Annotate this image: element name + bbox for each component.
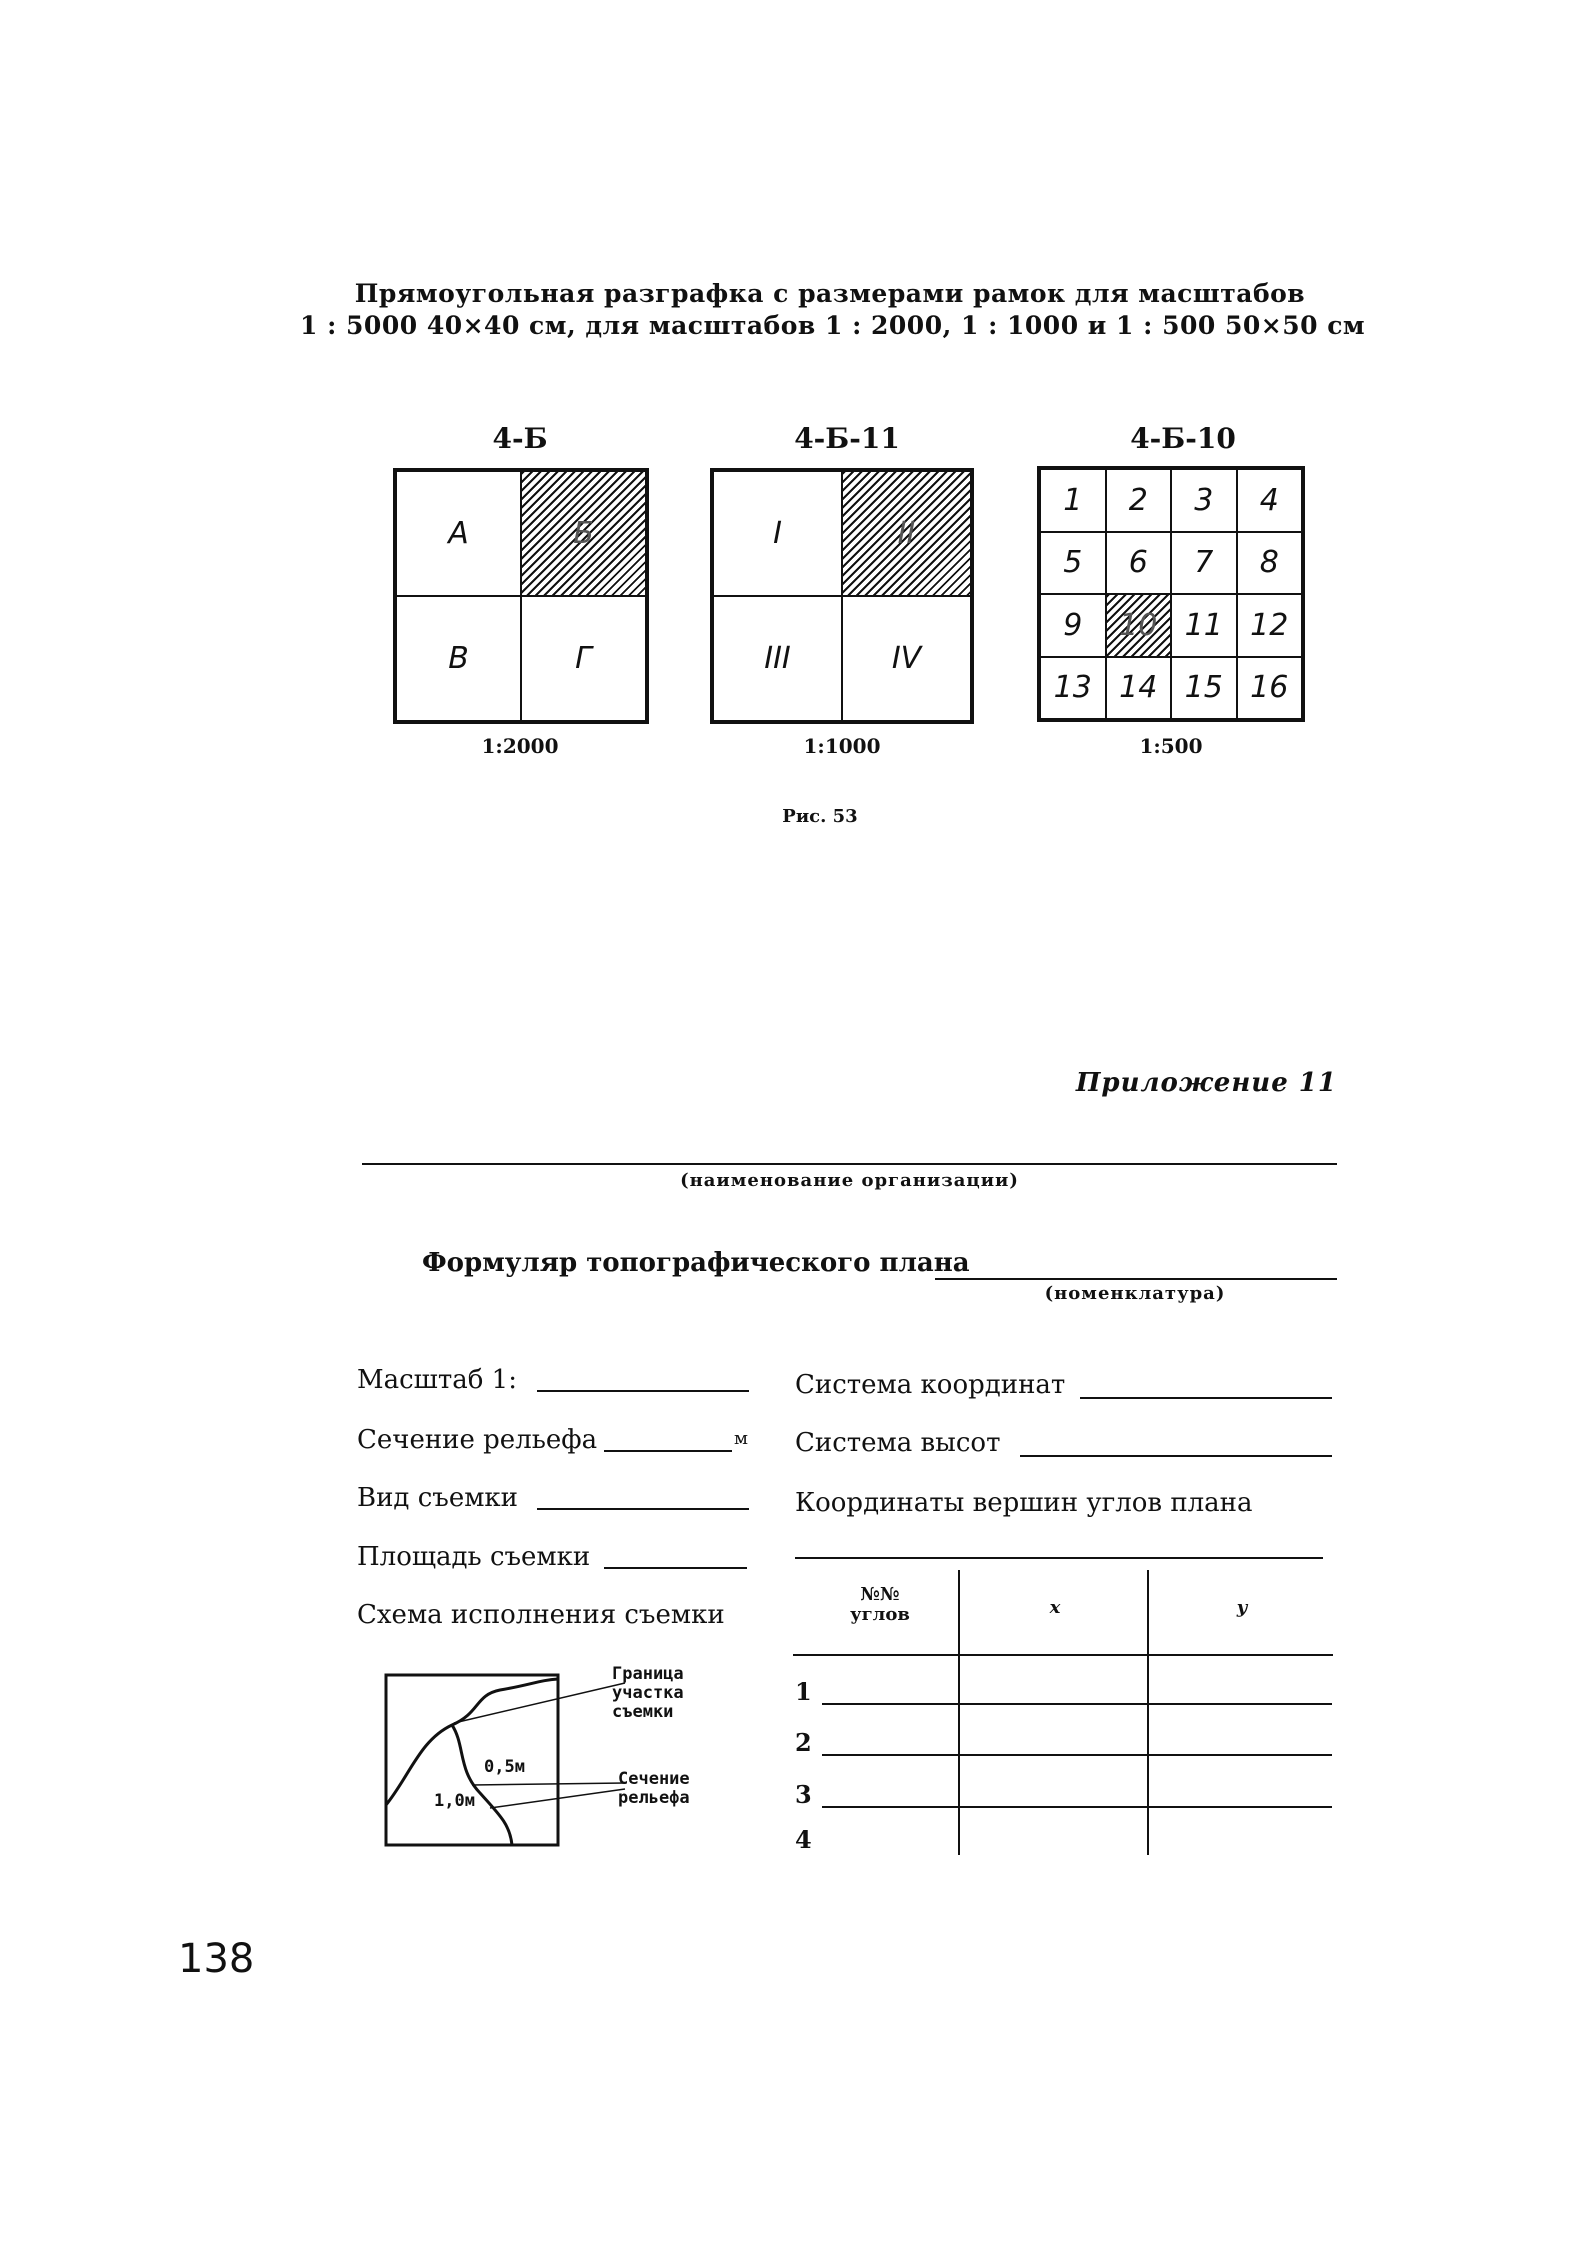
boundary-label-line: Граница [612,1664,684,1684]
caption-line-2: 1 : 5000 40×40 см, для масштабов 1 : 2000, 1 : 1000 и 1 : 500 50×50 см [300,311,1366,340]
relief-field-label: Сечение рельефа [357,1425,598,1455]
sheet-grid-2 [710,468,974,724]
sheet-cell: I [713,471,842,596]
sheet-cell: В [396,596,521,721]
nomenclature-caption: (номенклатура) [1044,1283,1226,1304]
sheet-cell: 4 [1237,469,1303,532]
coord-system-line [1080,1397,1332,1399]
sheet-cell: 12 [1237,594,1303,657]
sheet-cell: 16 [1237,657,1303,720]
sheet-grid-1 [393,468,649,724]
sheet-cell: 2 [1106,469,1172,532]
survey-area-label: Площадь съемки [357,1542,591,1572]
height-system-line [1020,1455,1332,1457]
sheet-cell: 7 [1171,532,1237,595]
sheet-cell: 1 [1040,469,1106,532]
contour-b-label: 1,0м [434,1791,475,1811]
sheet-cell: Г [521,596,646,721]
sheet-title-3: 4-Б-10 [1130,422,1236,455]
table-header-num [820,1585,940,1625]
sheet-title-1: 4-Б [492,422,548,455]
survey-area-line [604,1567,747,1569]
survey-scheme-label: Схема исполнения съемки [357,1600,725,1630]
org-name-line [362,1163,1337,1165]
org-caption: (наименование организации) [680,1170,1019,1191]
sheet-cell: 6 [1106,532,1172,595]
sheet-cell-highlighted: II [842,471,971,596]
corner-coords-line [795,1557,1323,1559]
boundary-label [612,1665,684,1722]
table-header-rule [793,1654,1333,1656]
relief-field-line [604,1450,732,1452]
height-system-label: Система высот [795,1428,1001,1458]
table-row-line [822,1806,1332,1808]
sheet-cell: 15 [1171,657,1237,720]
relief-unit: м [734,1428,749,1449]
survey-type-line [537,1508,749,1510]
appendix-title: Приложение 11 [1075,1068,1337,1098]
boundary-label-line: участка [612,1683,684,1703]
sheet-cell: 8 [1237,532,1303,595]
table-row-number: 2 [795,1728,812,1757]
table-header-y: y [1236,1597,1248,1618]
page-number: 138 [178,1936,255,1982]
sheet-grid-3 [1037,466,1305,722]
scale-label-3: 1:500 [1139,734,1203,758]
table-row-line [822,1703,1332,1705]
sheet-cell-highlighted: 10 [1106,594,1172,657]
scale-field-label: Масштаб 1: [357,1365,517,1395]
table-divider-1 [958,1570,960,1855]
contour-label [618,1770,690,1808]
nomenclature-line [935,1278,1337,1280]
sheet-cell: 11 [1171,594,1237,657]
corner-coords-label: Координаты вершин углов плана [795,1488,1253,1518]
sheet-cell: А [396,471,521,596]
form-title: Формуляр топографического плана [422,1248,970,1278]
table-header-x: x [1049,1597,1061,1618]
survey-type-label: Вид съемки [357,1483,519,1513]
table-header-num-line: №№ [860,1584,900,1605]
figure-caption [300,278,1366,342]
scale-label-2: 1:1000 [803,734,881,758]
sheet-cell: 3 [1171,469,1237,532]
scale-field-line [537,1390,749,1392]
boundary-label-line: съемки [612,1702,674,1722]
figure-label: Рис. 53 [782,806,858,827]
coord-system-label: Система координат [795,1370,1066,1400]
table-row-number: 4 [795,1825,812,1854]
table-row-number: 1 [795,1677,812,1706]
survey-scheme-sketch [380,1665,740,1855]
sheet-cell: IV [842,596,971,721]
table-row-line [822,1754,1332,1756]
sheet-cell: 14 [1106,657,1172,720]
scale-label-1: 1:2000 [481,734,559,758]
contour-a-label: 0,5м [484,1757,525,1777]
sheet-cell: 5 [1040,532,1106,595]
caption-line-1: Прямоугольная разграфка с размерами рамок для масштабов [354,279,1306,308]
sheet-cell-highlighted: Б [521,471,646,596]
sheet-cell: 13 [1040,657,1106,720]
contour-label-line: Сечение [618,1769,690,1789]
table-row-number: 3 [795,1780,812,1809]
sheet-title-2: 4-Б-11 [794,422,900,455]
table-header-num-line: углов [850,1604,910,1625]
sheet-cell: III [713,596,842,721]
contour-label-line: рельефа [618,1788,690,1808]
sheet-cell: 9 [1040,594,1106,657]
table-divider-2 [1147,1570,1149,1855]
